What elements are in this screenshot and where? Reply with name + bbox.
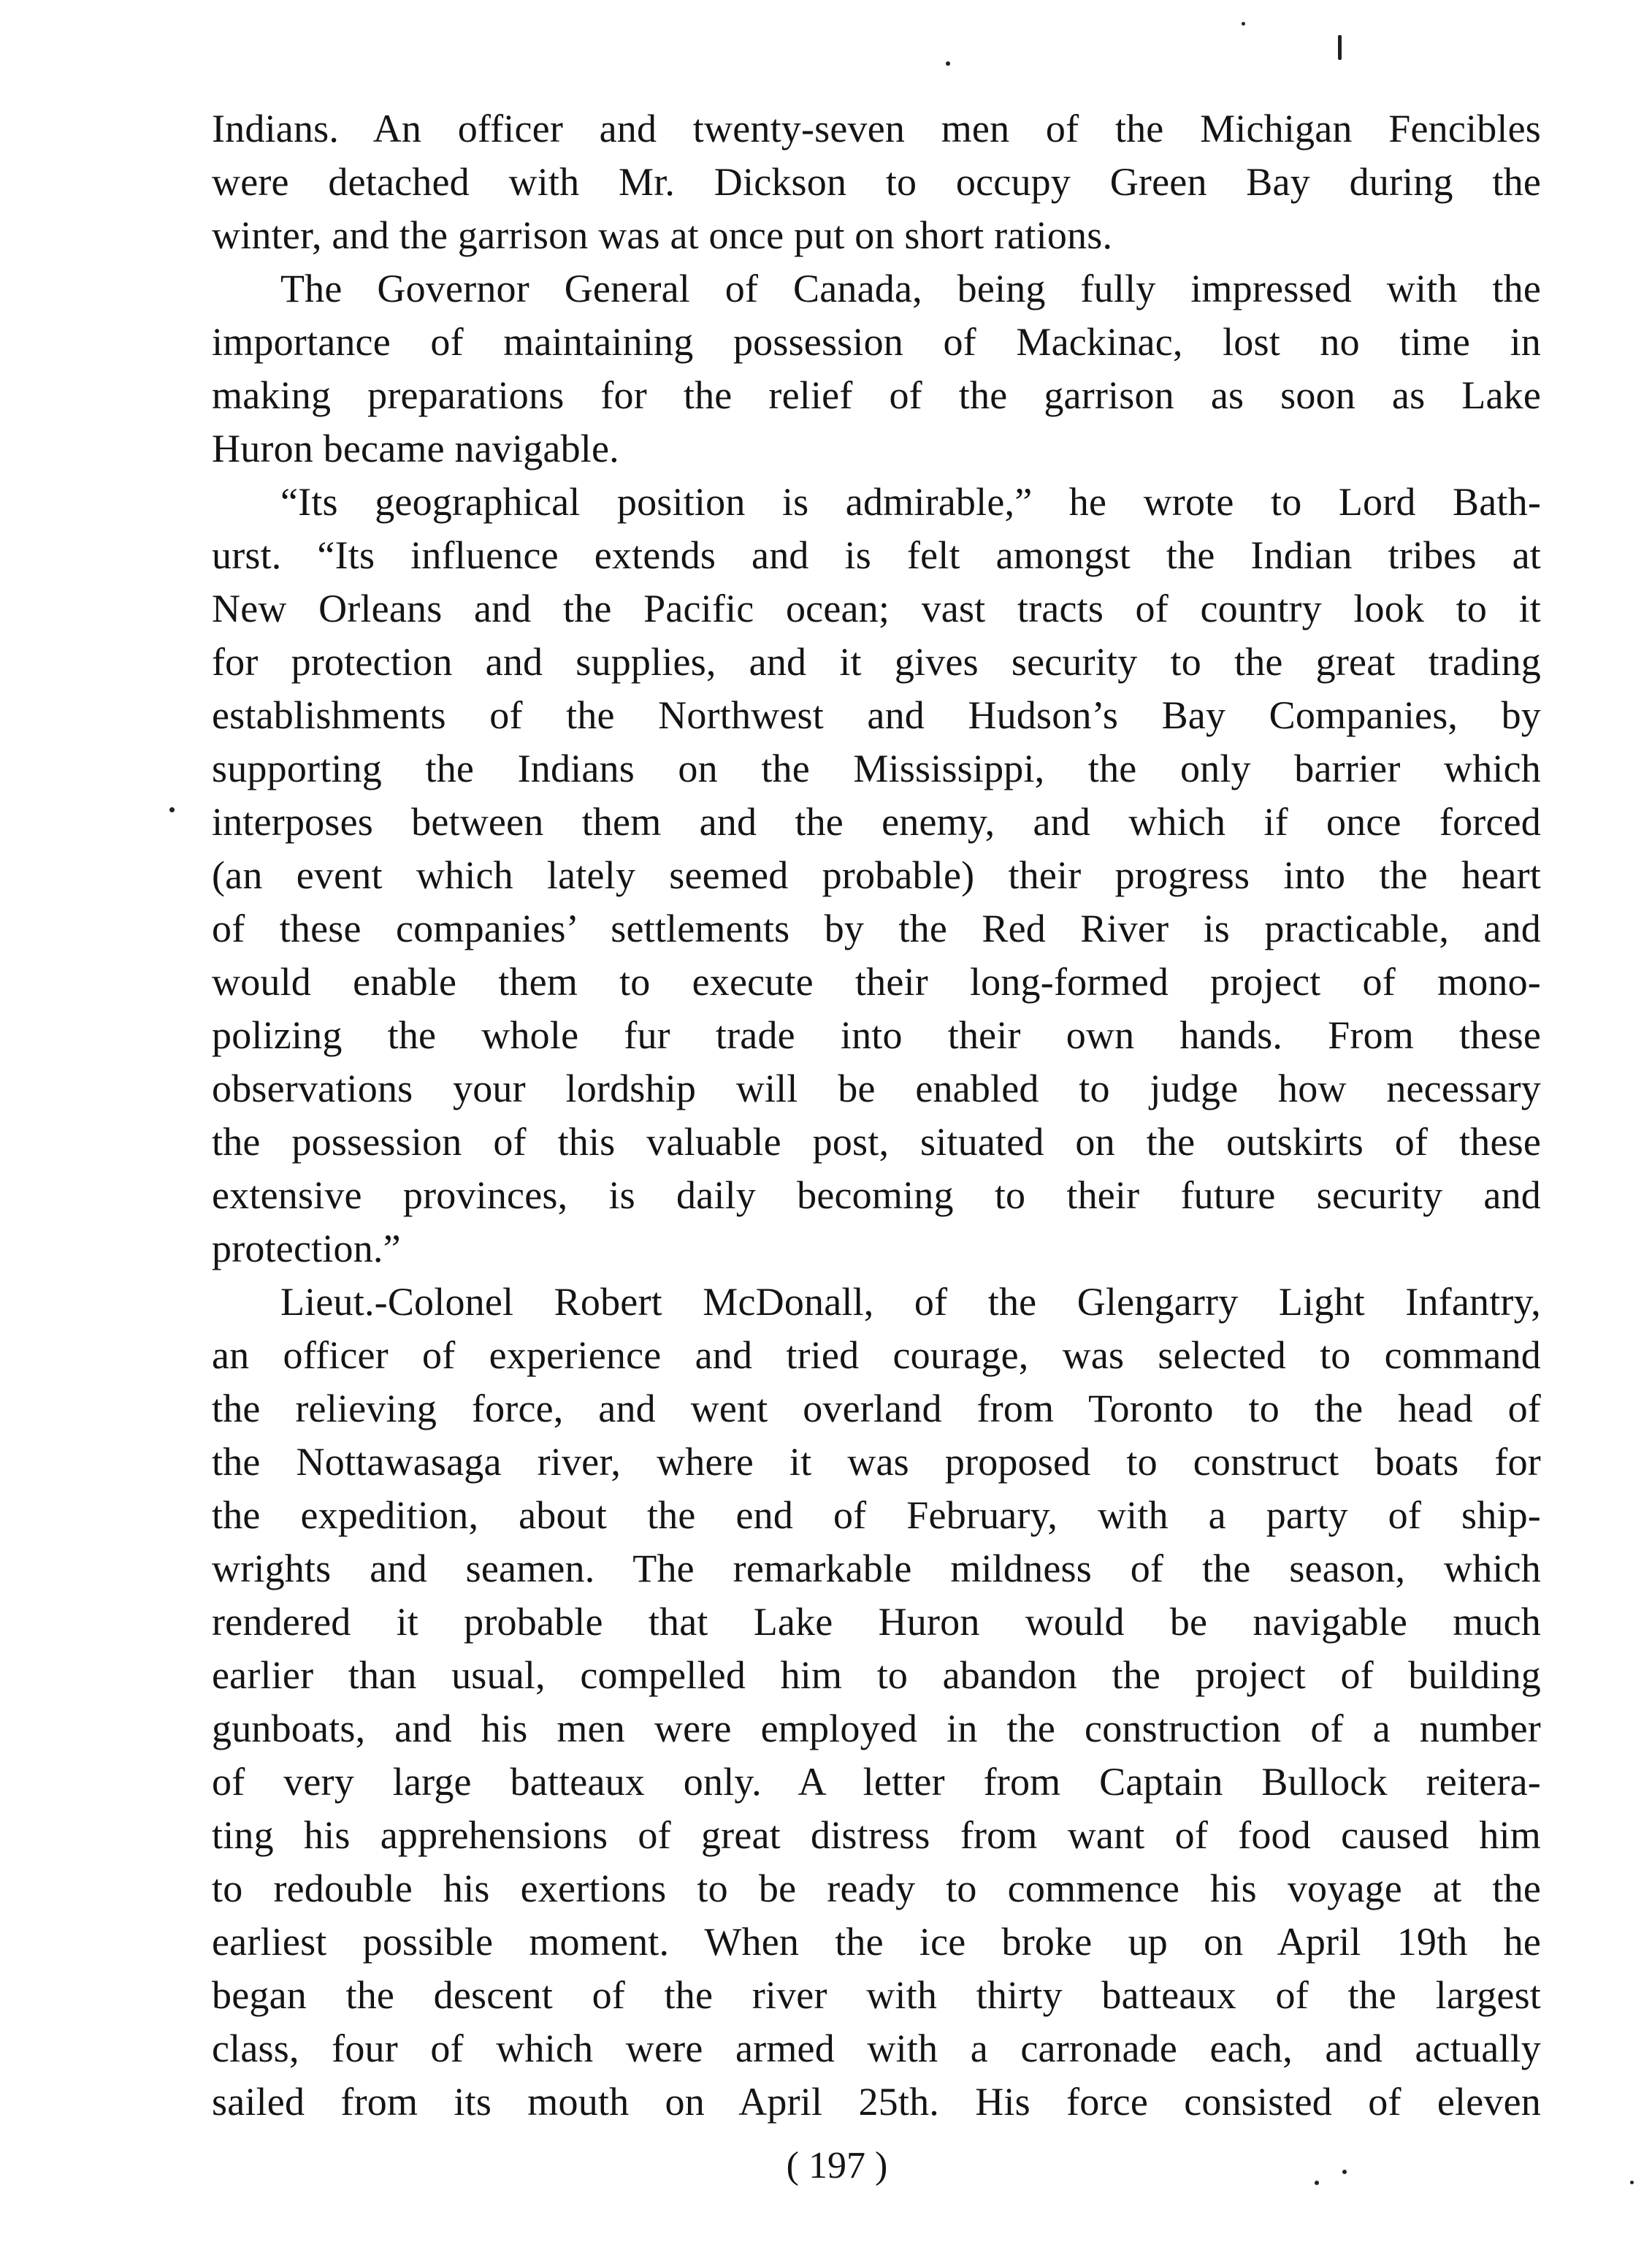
text-line: extensive provinces, is daily becoming to their future security and: [212, 1173, 1541, 1217]
text-line: Indians. An officer and twenty-seven men of the Michigan Fencibles: [212, 107, 1541, 150]
print-speck: [946, 61, 950, 66]
body-text: [212, 102, 1541, 2129]
print-speck: [1338, 35, 1342, 60]
text-line: observations your lordship will be enabled to judge how necessary: [212, 1067, 1541, 1110]
text-line: class, four of which were armed with a carronade each, and actually: [212, 2026, 1541, 2070]
text-line: importance of maintaining possession of Mackinac, lost no time in: [212, 320, 1541, 364]
text-line: interposes between them and the enemy, and which if once forced: [212, 800, 1541, 844]
text-line: The Governor General of Canada, being fully impressed with the: [280, 267, 1541, 310]
text-line: began the descent of the river with thirty batteaux of the largest: [212, 1973, 1541, 2017]
text-line: would enable them to execute their long-formed project of mono-: [212, 960, 1541, 1004]
text-line: rendered it probable that Lake Huron would be navigable much: [212, 1600, 1541, 1644]
text-line: the Nottawasaga river, where it was proposed to construct boats for: [212, 1440, 1541, 1484]
text-line: polizing the whole fur trade into their own hands. From these: [212, 1013, 1541, 1057]
paragraph-1: [212, 102, 1541, 262]
paragraph-4: [212, 1276, 1541, 2129]
text-line: were detached with Mr. Dickson to occupy Green Bay during the: [212, 160, 1541, 204]
page-number: ( 197 ): [786, 2145, 888, 2186]
text-line: supporting the Indians on the Mississippi, the only barrier which: [212, 747, 1541, 790]
text-line: wrights and seamen. The remarkable mildness of the season, which: [212, 1547, 1541, 1590]
text-line: making preparations for the relief of the garrison as soon as Lake: [212, 373, 1541, 417]
text-line: establishments of the Northwest and Hudson’s Bay Companies, by: [212, 693, 1541, 737]
text-line: “Its geographical position is admirable,” he wrote to Lord Bath-: [280, 480, 1541, 524]
print-speck: [1242, 22, 1245, 26]
text-line: (an event which lately seemed probable) their progress into the heart: [212, 853, 1541, 897]
print-speck: [169, 807, 175, 812]
text-line: of these companies’ settlements by the Red River is practicable, and: [212, 907, 1541, 950]
text-line: gunboats, and his men were employed in the construction of a number: [212, 1707, 1541, 1750]
text-line: Lieut.-Colonel Robert McDonall, of the Glengarry Light Infantry,: [280, 1280, 1541, 1324]
text-line: of very large batteaux only. A letter from Captain Bullock reitera-: [212, 1760, 1541, 1804]
paragraph-3-quotation: [212, 476, 1541, 1276]
text-line: the possession of this valuable post, situated on the outskirts of these: [212, 1120, 1541, 1164]
paragraph-2: [212, 262, 1541, 476]
text-line: for protection and supplies, and it gives security to the great trading: [212, 640, 1541, 684]
text-line: to redouble his exertions to be ready to commence his voyage at the: [212, 1867, 1541, 1910]
text-line: earlier than usual, compelled him to abandon the project of building: [212, 1653, 1541, 1697]
text-line: an officer of experience and tried courage, was selected to command: [212, 1333, 1541, 1377]
text-line: winter, and the garrison was at once put on short rations.: [212, 213, 1113, 257]
text-line: urst. “Its influence extends and is felt amongst the Indian tribes at: [212, 533, 1541, 577]
text-line: New Orleans and the Pacific ocean; vast tracts of country look to it: [212, 587, 1541, 630]
text-line: ting his apprehensions of great distress from want of food caused him: [212, 1813, 1541, 1857]
text-line: sailed from its mouth on April 25th. His force consisted of eleven: [212, 2080, 1541, 2124]
text-line: the expedition, about the end of February, with a party of ship-: [212, 1493, 1541, 1537]
text-line: the relieving force, and went overland from Toronto to the head of: [212, 1387, 1541, 1430]
text-line: Huron became navigable.: [212, 427, 619, 470]
text-line: earliest possible moment. When the ice broke up on April 19th he: [212, 1920, 1541, 1964]
text-line: protection.”: [212, 1227, 401, 1270]
